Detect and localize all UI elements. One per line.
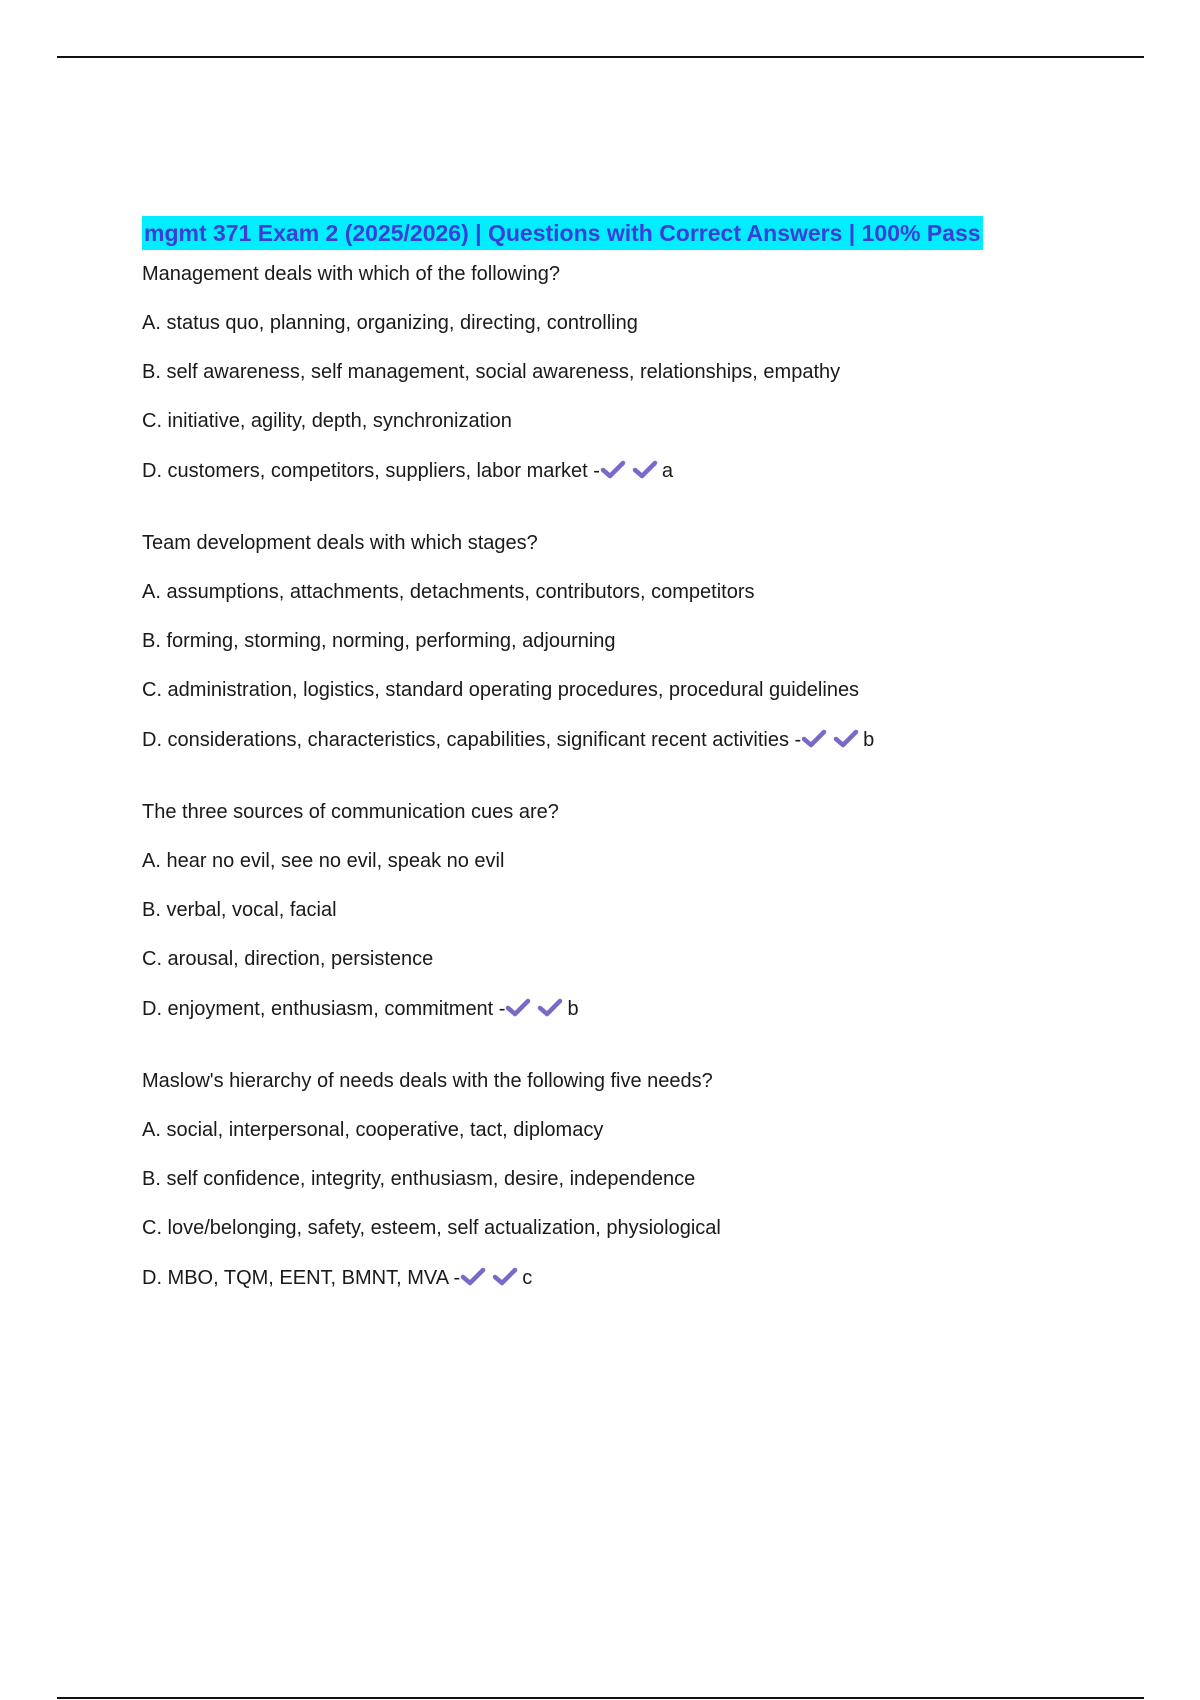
question-block	[142, 531, 1102, 754]
option-d: D. MBO, TQM, EENT, BMNT, MVA -	[142, 1267, 461, 1289]
option-d-with-answer	[142, 727, 1102, 754]
document-body	[142, 216, 1102, 1338]
option-d-with-answer	[142, 458, 1102, 485]
footer-rule	[57, 1697, 1144, 1699]
checkmark-icon	[801, 729, 827, 749]
question-block	[142, 262, 1102, 485]
question-text: The three sources of communication cues are?	[142, 801, 559, 823]
checkmark-icon	[460, 1267, 486, 1287]
document-title: mgmt 371 Exam 2 (2025/2026) | Questions with Correct Answers | 100% Pass	[142, 216, 983, 250]
option-a: A. assumptions, attachments, detachments, contributors, competitors	[142, 581, 755, 603]
checkmark-icon	[833, 729, 859, 749]
option-b: B. self confidence, integrity, enthusiasm, desire, independence	[142, 1168, 696, 1190]
checkmark-icon	[492, 1267, 518, 1287]
question-text: Management deals with which of the following?	[142, 263, 561, 285]
option-b: B. verbal, vocal, facial	[142, 899, 337, 921]
option-a: A. hear no evil, see no evil, speak no evil	[142, 850, 505, 872]
checkmark-icon	[505, 998, 531, 1018]
question-text: Maslow's hierarchy of needs deals with the following five needs?	[142, 1070, 713, 1092]
checkmark-icon	[632, 460, 658, 480]
question-block	[142, 800, 1102, 1023]
option-b: B. forming, storming, norming, performing, adjourning	[142, 630, 616, 652]
question-text: Team development deals with which stages?	[142, 532, 538, 554]
header-rule	[57, 56, 1144, 58]
correct-answer: a	[661, 460, 674, 482]
option-b: B. self awareness, self management, social awareness, relationships, empathy	[142, 361, 841, 383]
option-d: D. enjoyment, enthusiasm, commitment -	[142, 998, 506, 1020]
question-block	[142, 1069, 1102, 1292]
option-a: A. social, interpersonal, cooperative, tact, diplomacy	[142, 1119, 604, 1141]
option-d: D. considerations, characteristics, capabilities, significant recent activities -	[142, 729, 802, 751]
option-c: C. arousal, direction, persistence	[142, 948, 434, 970]
correct-answer: b	[863, 729, 875, 751]
correct-answer: c	[522, 1267, 533, 1289]
checkmark-icon	[537, 998, 563, 1018]
option-d-with-answer	[142, 1265, 1102, 1292]
option-a: A. status quo, planning, organizing, directing, controlling	[142, 312, 638, 334]
option-c: C. love/belonging, safety, esteem, self actualization, physiological	[142, 1217, 721, 1239]
option-c: C. administration, logistics, standard operating procedures, procedural guidelines	[142, 679, 860, 701]
option-d-with-answer	[142, 996, 1102, 1023]
correct-answer: b	[567, 998, 579, 1020]
option-d: D. customers, competitors, suppliers, labor market -	[142, 460, 600, 482]
option-c: C. initiative, agility, depth, synchronization	[142, 410, 512, 432]
checkmark-icon	[600, 460, 626, 480]
